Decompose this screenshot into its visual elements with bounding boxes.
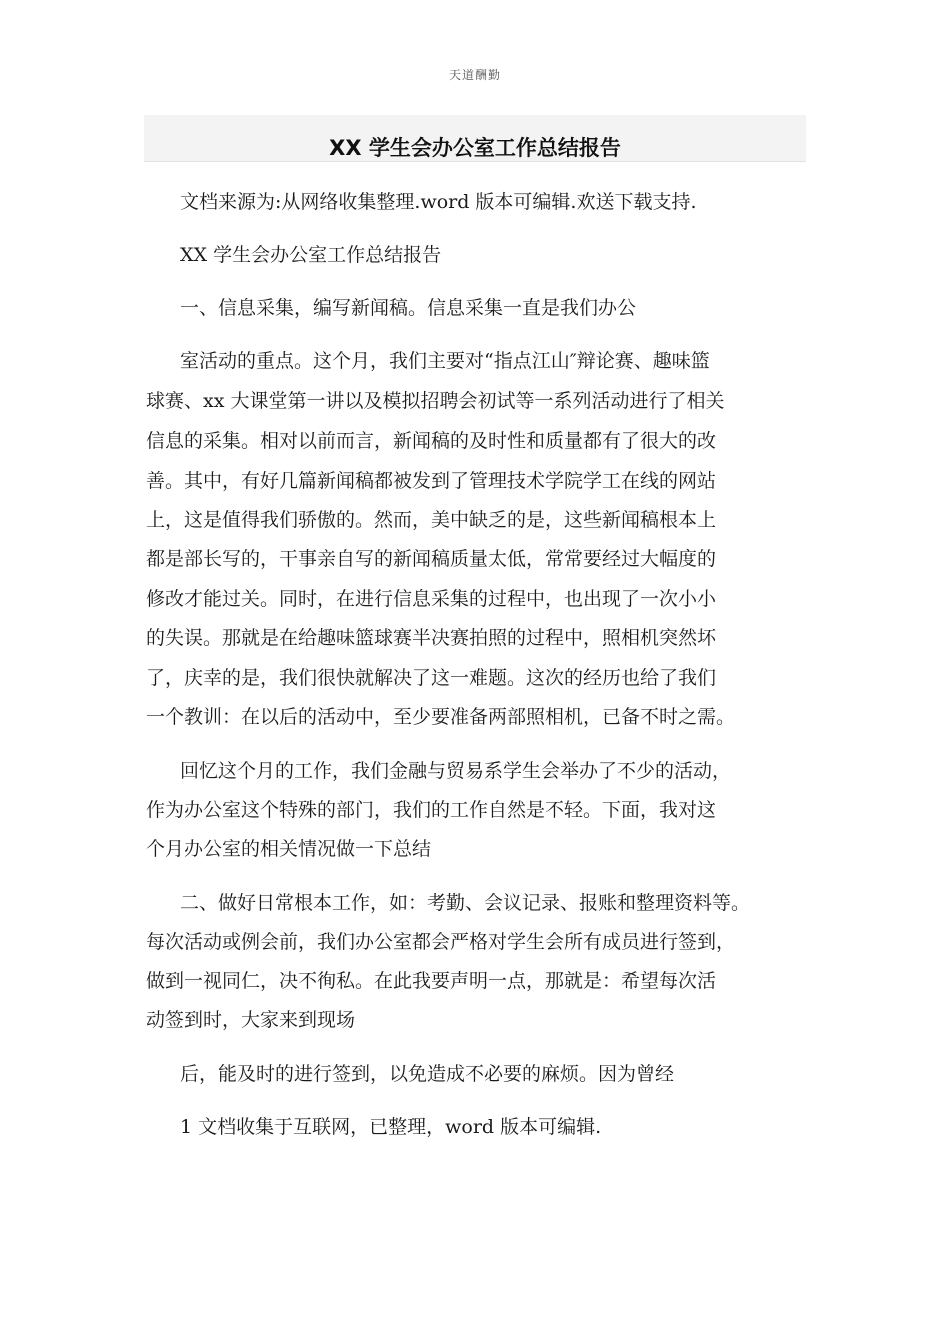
paragraph-line: 修改才能过关。同时，在进行信息采集的过程中，也出现了一次小小 [146, 588, 717, 610]
paragraph-line: 个月办公室的相关情况做一下总结 [146, 838, 432, 860]
paragraph-line: 都是部长写的，干事亲自写的新闻稿质量太低，常常要经过大幅度的 [146, 548, 717, 570]
paragraph-line: 动签到时，大家来到现场 [146, 1009, 356, 1031]
paragraph-line: 一、信息采集，编写新闻稿。信息采集一直是我们办公 [180, 297, 637, 319]
paragraph-line: 信息的采集。相对以前而言，新闻稿的及时性和质量都有了很大的改 [146, 430, 717, 452]
paragraph-line: 作为办公室这个特殊的部门，我们的工作自然是不轻。下面，我对这 [146, 799, 717, 821]
paragraph-line: 每次活动或例会前，我们办公室都会严格对学生会所有成员进行签到， [146, 931, 736, 953]
header-mark: 天道酬勤 [448, 68, 501, 82]
paragraph-line: 室活动的重点。这个月，我们主要对“指点江山″辩论赛、趣味篮 [180, 350, 710, 372]
paragraph-line: 的失误。那就是在给趣味篮球赛半决赛拍照的过程中，照相机突然坏 [146, 627, 717, 649]
paragraph-line: 球赛、xx 大课堂第一讲以及模拟招聘会初试等一系列活动进行了相关 [146, 390, 725, 412]
paragraph-line: 上，这是值得我们骄傲的。然而，美中缺乏的是，这些新闻稿根本上 [146, 509, 717, 531]
paragraph-line: 善。其中，有好几篇新闻稿都被发到了管理技术学院学工在线的网站 [146, 470, 717, 492]
paragraph-line: 后，能及时的进行签到，以免造成不必要的麻烦。因为曾经 [180, 1063, 675, 1085]
paragraph-line: XX 学生会办公室工作总结报告 [180, 244, 442, 266]
paragraph-line: 二、做好日常根本工作，如：考勤、会议记录、报账和整理资料等。 [180, 892, 751, 914]
paragraph-line: 文档来源为:从网络收集整理.word 版本可编辑.欢送下载支持. [180, 191, 697, 213]
footer-note: 1 文档收集于互联网，已整理，word 版本可编辑. [180, 1116, 602, 1138]
document-title: XX 学生会办公室工作总结报告 [329, 136, 621, 160]
paragraph-line: 一个教训：在以后的活动中，至少要准备两部照相机，已备不时之需。 [146, 706, 736, 728]
paragraph-line: 回忆这个月的工作，我们金融与贸易系学生会举办了不少的活动， [180, 760, 732, 782]
paragraph-line: 做到一视同仁，决不徇私。在此我要声明一点，那就是：希望每次活 [146, 970, 717, 992]
paragraph-line: 了，庆幸的是，我们很快就解决了这一难题。这次的经历也给了我们 [146, 667, 717, 689]
